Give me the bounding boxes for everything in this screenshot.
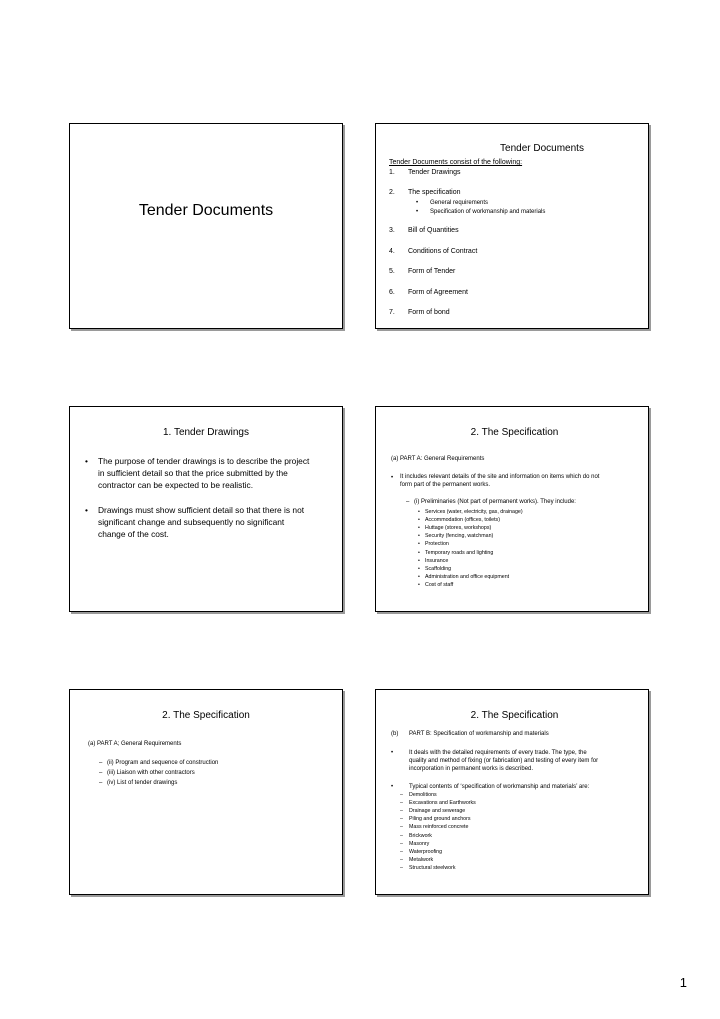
dash-icon: – xyxy=(99,780,103,786)
dash-icon: – xyxy=(400,864,403,871)
list-item: Mass reinforced concrete xyxy=(409,824,469,831)
bullet-icon: • xyxy=(391,784,394,790)
paragraph-line: Typical contents of ‘specification of workmanship and materials’ are: xyxy=(409,784,590,790)
slide-1-title: Tender Documents xyxy=(138,202,274,219)
part-heading: PART B: Specification of workmanship and materials xyxy=(409,731,549,737)
list-num: 6. xyxy=(389,289,395,296)
bullet-icon: • xyxy=(418,525,420,532)
bullet-icon: • xyxy=(418,549,420,556)
bullet-icon: • xyxy=(418,541,420,548)
dash-icon: – xyxy=(400,800,403,807)
paragraph-line: It deals with the detailed requirements of every trade. The type, the xyxy=(409,750,587,756)
dash-icon: – xyxy=(400,848,403,855)
dash-icon: – xyxy=(400,792,403,798)
part-label: (b) xyxy=(391,731,399,737)
slide-2-intro: Tender Documents consist of the following: xyxy=(389,159,523,166)
bullet-icon: • xyxy=(416,209,419,215)
list-item: Conditions of Contract xyxy=(408,248,478,255)
bullet-icon: • xyxy=(418,581,420,588)
paragraph-line: in sufficient detail so that the price submitted by the xyxy=(98,468,288,478)
slide-4 xyxy=(375,406,649,612)
list-item: Scaffolding xyxy=(425,565,452,572)
paragraph-line: form part of the permanent works. xyxy=(400,482,491,488)
slide-3 xyxy=(69,406,343,612)
list-item: Temporary roads and lighting xyxy=(425,549,494,556)
list-num: 2. xyxy=(389,189,395,196)
list-item: (iii) Liaison with other contractors xyxy=(107,770,195,776)
list-item: Waterproofing xyxy=(409,848,443,855)
list-num: 1. xyxy=(389,169,395,176)
list-item: Demolitions xyxy=(409,792,437,798)
list-num: 7. xyxy=(389,309,395,316)
slide-1 xyxy=(69,123,343,329)
list-item: The specification xyxy=(408,189,461,196)
list-item: (iv) List of tender drawings xyxy=(107,780,178,786)
list-item: Tender Drawings xyxy=(408,169,461,176)
paragraph-line: quality and method of fixing (or fabrication) and testing of every item for xyxy=(409,758,599,764)
bullet-icon: • xyxy=(85,456,88,466)
bullet-icon: • xyxy=(418,565,420,572)
bullet-icon: • xyxy=(416,200,419,206)
paragraph-line: contractor can be expected to be realistic. xyxy=(98,480,254,490)
list-item: Masonry xyxy=(409,840,430,847)
dash-icon: – xyxy=(400,832,403,839)
paragraph-line: Drawings must show sufficient detail so that there is not xyxy=(98,505,305,515)
bullet-icon: • xyxy=(418,533,420,540)
dash-icon: – xyxy=(99,760,103,766)
paragraph-line: The purpose of tender drawings is to describe the project xyxy=(98,456,310,466)
part-heading: (a) PART A; General Requirements xyxy=(88,741,182,747)
list-item: Brickwork xyxy=(409,832,432,839)
list-item: Insurance xyxy=(425,557,449,564)
slide-2-title: Tender Documents xyxy=(500,143,584,154)
list-num: 3. xyxy=(389,227,395,234)
list-item: Protection xyxy=(425,541,449,548)
bullet-icon: • xyxy=(391,750,394,756)
list-num: 5. xyxy=(389,268,395,275)
list-item: Bill of Quantities xyxy=(408,227,459,234)
dash-icon: – xyxy=(400,824,403,831)
bullet-icon: • xyxy=(391,475,394,481)
dash-icon: – xyxy=(400,816,403,823)
dash-icon: – xyxy=(400,840,403,847)
dash-icon: – xyxy=(400,808,403,815)
list-item: Security (fencing, watchman) xyxy=(425,533,494,540)
list-item: Form of Agreement xyxy=(408,289,468,296)
list-num: 4. xyxy=(389,248,395,255)
list-item: Metalwork xyxy=(409,856,434,863)
slide-4-title: 2. The Specification xyxy=(470,427,559,438)
slide-5 xyxy=(69,689,343,895)
slide-5-title: 2. The Specification xyxy=(162,710,250,721)
list-item: Drainage and sewerage xyxy=(409,808,466,815)
list-item: Excavations and Earthworks xyxy=(409,800,476,807)
sub-heading: (i) Preliminaries (Not part of permanent works). They include: xyxy=(414,499,576,505)
bullet-icon: • xyxy=(418,557,420,564)
sub-item: Specification of workmanship and materials xyxy=(430,209,546,215)
list-item: Structural steelwork xyxy=(409,864,456,871)
bullet-icon: • xyxy=(418,509,420,515)
slide-6-title: 2. The Specification xyxy=(470,710,559,721)
list-item: Form of Tender xyxy=(408,268,456,275)
dash-icon: – xyxy=(99,770,103,776)
list-item: Form of bond xyxy=(408,309,450,316)
list-item: (ii) Program and sequence of construction xyxy=(107,760,219,766)
part-heading: (a) PART A: General Requirements xyxy=(391,456,485,462)
page-number: 1 xyxy=(679,975,687,990)
slide-3-title: 1. Tender Drawings xyxy=(163,427,249,438)
list-item: Cost of staff xyxy=(425,581,454,588)
bullet-icon: • xyxy=(418,517,420,524)
bullet-icon: • xyxy=(85,505,88,515)
list-item: Services (water, electricity, gas, drainage) xyxy=(425,509,523,515)
list-item: Administration and office equipment xyxy=(425,573,510,580)
slide-2 xyxy=(375,123,649,329)
list-item: Huttage (stores, workshops) xyxy=(425,525,492,532)
list-item: Piling and ground anchors xyxy=(409,816,471,823)
paragraph-line: It includes relevant details of the site and information on items which do not xyxy=(400,474,600,480)
slide-6 xyxy=(375,689,649,895)
sub-item: General requirements xyxy=(430,200,489,206)
bullet-icon: • xyxy=(418,573,420,580)
dash-icon: – xyxy=(406,499,410,505)
paragraph-line: change of the cost. xyxy=(98,529,169,539)
paragraph-line: significant change and subsequently no significant xyxy=(98,517,285,527)
list-item: Accommodation (offices, toilets) xyxy=(425,517,500,524)
dash-icon: – xyxy=(400,856,403,863)
paragraph-line: incorporation in permanent works is described. xyxy=(409,766,534,772)
